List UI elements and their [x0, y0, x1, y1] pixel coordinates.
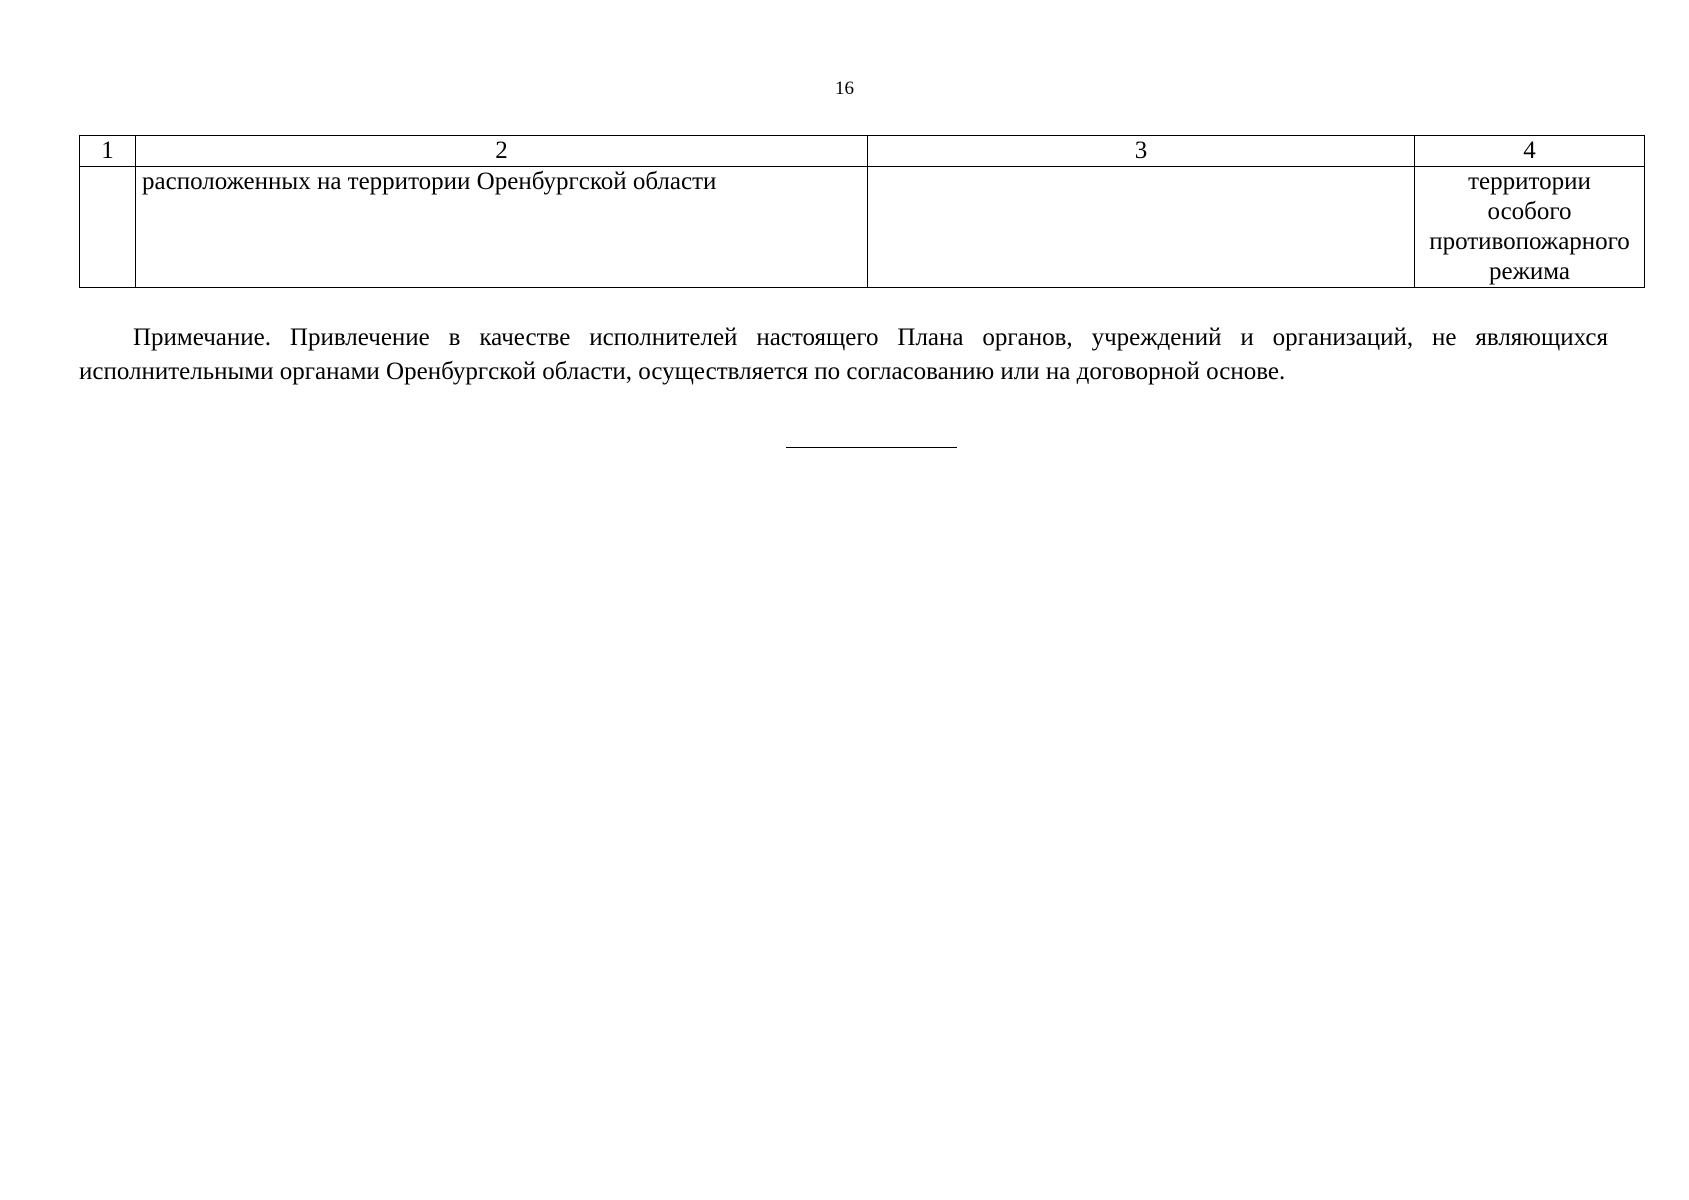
cell-col4-line: территории — [1468, 168, 1591, 195]
cell-col4 — [1415, 167, 1645, 288]
table-header-row — [80, 136, 1645, 167]
cell-col4-line: особого — [1487, 198, 1572, 225]
cell-col1 — [80, 167, 136, 288]
cell-col2: расположенных на территории Оренбургской области — [136, 167, 868, 288]
cell-col3 — [868, 167, 1415, 288]
cell-col4-line: режима — [1489, 258, 1570, 285]
column-number-4: 4 — [1415, 136, 1645, 167]
column-number-2: 2 — [136, 136, 868, 167]
end-divider — [786, 447, 957, 448]
page-number: 16 — [835, 78, 854, 99]
plan-table — [79, 135, 1645, 288]
cell-col4-line: противопожарного — [1429, 228, 1630, 255]
table-row — [80, 167, 1645, 288]
column-number-1: 1 — [80, 136, 136, 167]
note-paragraph: Примечание. Привлечение в качестве исполнителей настоящего Плана органов, учреждений и организаций, не являющихся исполнительными органами Оренбургской области, осуществляется по согласованию или на договорной основе. — [79, 324, 1608, 385]
column-number-3: 3 — [868, 136, 1415, 167]
